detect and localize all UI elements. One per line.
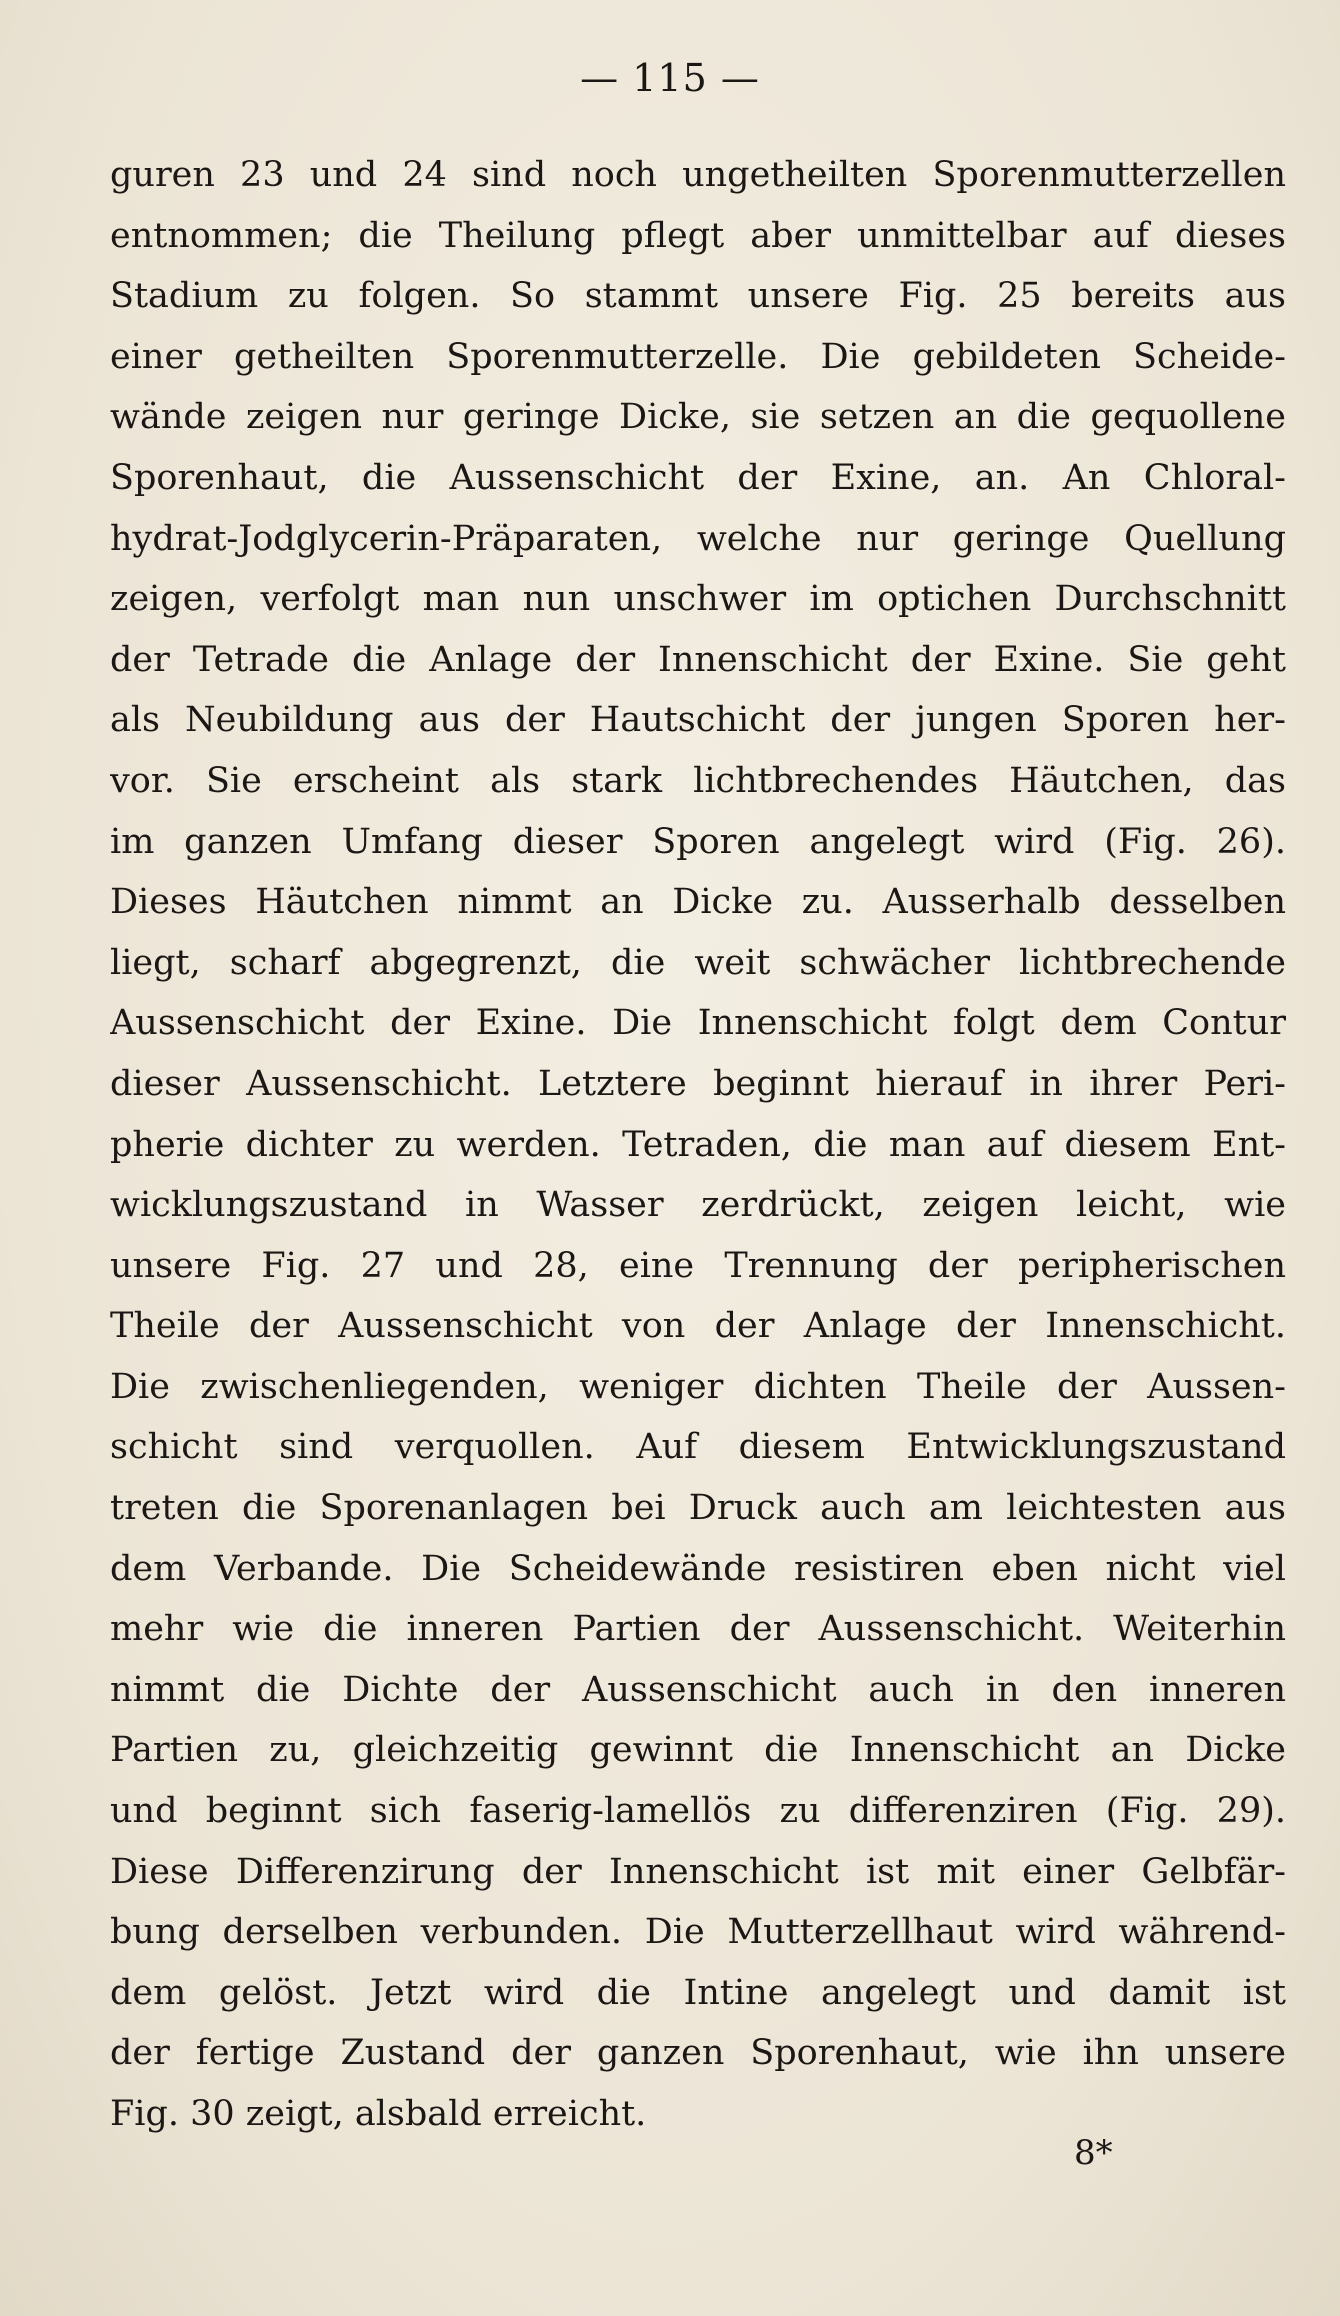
text-line: Aussenschicht der Exine. Die Innenschicht folgt dem Contur: [110, 1003, 1286, 1044]
text-line: Diese Differenzirung der Innenschicht ist mit einer Gelbfär-: [110, 1851, 1286, 1892]
text-line: Partien zu, gleichzeitig gewinnt die Innenschicht an Dicke: [110, 1730, 1286, 1771]
text-line: dem gelöst. Jetzt wird die Intine angelegt und damit ist: [110, 1972, 1286, 2013]
text-line: der Tetrade die Anlage der Innenschicht der Exine. Sie geht: [110, 639, 1286, 680]
text-line: einer getheilten Sporenmutterzelle. Die gebildeten Scheide-: [110, 336, 1286, 377]
text-line: Dieses Häutchen nimmt an Dicke zu. Ausserhalb desselben: [110, 882, 1286, 923]
text-line: pherie dichter zu werden. Tetraden, die man auf diesem Ent-: [110, 1124, 1286, 1165]
text-line: und beginnt sich faserig-lamellös zu differenziren (Fig. 29).: [110, 1791, 1286, 1832]
text-line: Theile der Aussenschicht von der Anlage der Innenschicht.: [110, 1306, 1286, 1347]
text-line: im ganzen Umfang dieser Sporen angelegt wird (Fig. 26).: [110, 821, 1286, 862]
text-line: der fertige Zustand der ganzen Sporenhaut, wie ihn unsere: [110, 2033, 1286, 2074]
text-line: unsere Fig. 27 und 28, eine Trennung der peripherischen: [110, 1245, 1286, 1286]
text-line: dem Verbande. Die Scheidewände resistiren eben nicht viel: [110, 1548, 1286, 1589]
text-line: vor. Sie erscheint als stark lichtbrechendes Häutchen, das: [110, 760, 1286, 801]
text-line: treten die Sporenanlagen bei Druck auch am leichtesten aus: [110, 1488, 1286, 1529]
text-line: Sporenhaut, die Aussenschicht der Exine, an. An Chloral-: [110, 457, 1286, 498]
text-line: entnommen; die Theilung pflegt aber unmittelbar auf dieses: [110, 215, 1286, 256]
text-line: wände zeigen nur geringe Dicke, sie setzen an die gequollene: [110, 397, 1286, 438]
text-line: mehr wie die inneren Partien der Aussenschicht. Weiterhin: [110, 1609, 1286, 1650]
text-line: Die zwischenliegenden, weniger dichten Theile der Aussen-: [110, 1366, 1286, 1407]
text-line: guren 23 und 24 sind noch ungetheilten Sporenmutterzellen: [110, 155, 1286, 195]
text-line: Stadium zu folgen. So stammt unsere Fig. 25 bereits aus: [110, 276, 1286, 317]
text-line: hydrat-Jodglycerin-Präparaten, welche nur geringe Quellung: [110, 518, 1286, 559]
text-line: liegt, scharf abgegrenzt, die weit schwächer lichtbrechende: [110, 942, 1286, 983]
text-line: bung derselben verbunden. Die Mutterzellhaut wird während-: [110, 1912, 1286, 1953]
text-line-last: Fig. 30 zeigt, alsbald erreicht.: [110, 2094, 647, 2134]
text-line: schicht sind verquollen. Auf diesem Entwicklungszustand: [110, 1427, 1286, 1468]
text-line: wicklungszustand in Wasser zerdrückt, zeigen leicht, wie: [110, 1185, 1286, 1226]
text-line: zeigen, verfolgt man nun unschwer im optichen Durchschnitt: [110, 579, 1286, 620]
body-text: [110, 145, 1286, 2145]
text-line: dieser Aussenschicht. Letztere beginnt hierauf in ihrer Peri-: [110, 1063, 1286, 1104]
text-line: nimmt die Dichte der Aussenschicht auch in den inneren: [110, 1669, 1286, 1710]
signature-mark: 8*: [1074, 2133, 1113, 2173]
text-line: als Neubildung aus der Hautschicht der jungen Sporen her-: [110, 700, 1286, 741]
page-number: — 115 —: [580, 56, 760, 100]
